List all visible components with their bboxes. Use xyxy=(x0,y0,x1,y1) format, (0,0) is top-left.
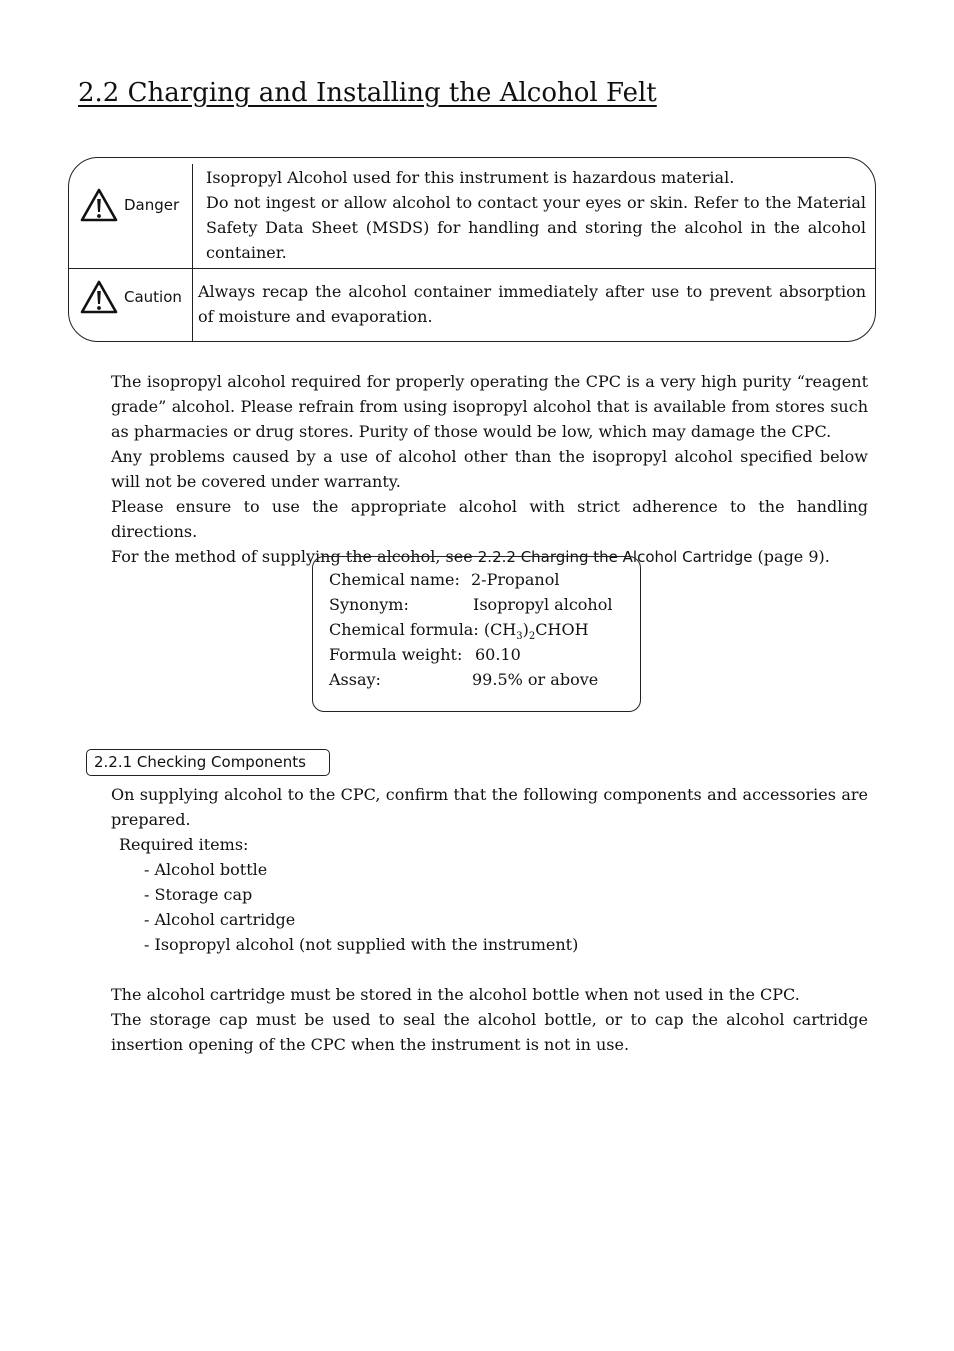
formula-label-text: Chemical formula: xyxy=(329,620,479,639)
weight-row xyxy=(329,642,640,667)
danger-text xyxy=(206,165,866,265)
warning-table xyxy=(68,157,876,342)
subsection-heading: 2.2.1 Checking Components xyxy=(86,749,330,776)
formula-row xyxy=(329,617,640,642)
caution-text: Always recap the alcohol container immediately after use to prevent absorption of moisture and evaporation. xyxy=(198,282,866,326)
caution-label xyxy=(80,280,182,314)
cross-reference-link[interactable]: 2.2.2 Charging the Alcohol Cartridge xyxy=(477,548,753,566)
row-divider xyxy=(69,268,875,269)
chemical-name-value: 2-Propanol xyxy=(471,570,560,589)
formula-part-3: CHOH xyxy=(535,620,589,639)
storage-note-2: The storage cap must be used to seal the alcohol bottle, or to cap the alcohol cartridge insertion opening of the CPC when the instrument is not in use. xyxy=(111,1010,868,1054)
ref-prefix: For the method of supplying the alcohol, see xyxy=(111,547,478,566)
formula-part-2: ) xyxy=(522,620,529,639)
section-title: 2.2 Charging and Installing the Alcohol Felt xyxy=(78,78,657,108)
storage-notes xyxy=(111,982,868,1057)
danger-label-text: Danger xyxy=(124,196,180,214)
assay-label: Assay: xyxy=(329,670,381,689)
synonym-row xyxy=(329,592,640,617)
danger-line2: Do not ingest or allow alcohol to contact your eyes or skin. Refer to the Material Safety Data Sheet (MSDS) for handling and storing the alcohol in the alcohol container. xyxy=(206,193,866,262)
danger-line1: Isopropyl Alcohol used for this instrument is hazardous material. xyxy=(206,168,735,187)
chemical-name-row xyxy=(329,567,640,592)
intro-paragraph-1: The isopropyl alcohol required for properly operating the CPC is a very high purity “reagent grade” alcohol. Please refrain from using isopropyl alcohol that is available from stores such as pharmacies or drug stores. Purity of those would be low, which may damage the CPC. xyxy=(111,372,868,441)
chemical-spec-box xyxy=(312,556,641,712)
list-item: - Isopropyl alcohol (not supplied with the instrument) xyxy=(144,935,579,954)
synonym-label: Synonym: xyxy=(329,595,409,614)
required-items-label: Required items: xyxy=(119,835,249,854)
chemical-name-label: Chemical name: xyxy=(329,570,460,589)
ref-suffix: (page 9). xyxy=(752,547,830,566)
checking-intro: On supplying alcohol to the CPC, confirm that the following components and accessories are prepared. xyxy=(111,785,868,829)
formula-subscript-1: 3 xyxy=(516,631,523,643)
formula-part-1: (CH xyxy=(478,620,517,639)
weight-value: 60.10 xyxy=(475,645,521,664)
list-item: - Alcohol cartridge xyxy=(144,910,296,929)
danger-label xyxy=(80,188,179,222)
caution-label-text: Caution xyxy=(124,288,182,306)
weight-label: Formula weight: xyxy=(329,645,463,664)
synonym-value: Isopropyl alcohol xyxy=(473,595,613,614)
assay-row xyxy=(329,667,640,692)
formula-subscript-2: 2 xyxy=(528,631,536,643)
list-item: - Alcohol bottle xyxy=(144,860,268,879)
intro-paragraph-3: Please ensure to use the appropriate alcohol with strict adherence to the handling directions. xyxy=(111,497,868,541)
intro-section xyxy=(111,369,868,570)
list-item: - Storage cap xyxy=(144,885,253,904)
assay-value: 99.5% or above xyxy=(472,670,599,689)
storage-note-1: The alcohol cartridge must be stored in the alcohol bottle when not used in the CPC. xyxy=(111,985,800,1004)
warning-triangle-icon xyxy=(80,188,118,222)
warning-triangle-icon xyxy=(80,280,118,314)
intro-paragraph-2: Any problems caused by a use of alcohol other than the isopropyl alcohol specified below will not be covered under warranty. xyxy=(111,447,868,491)
column-divider xyxy=(192,164,193,341)
